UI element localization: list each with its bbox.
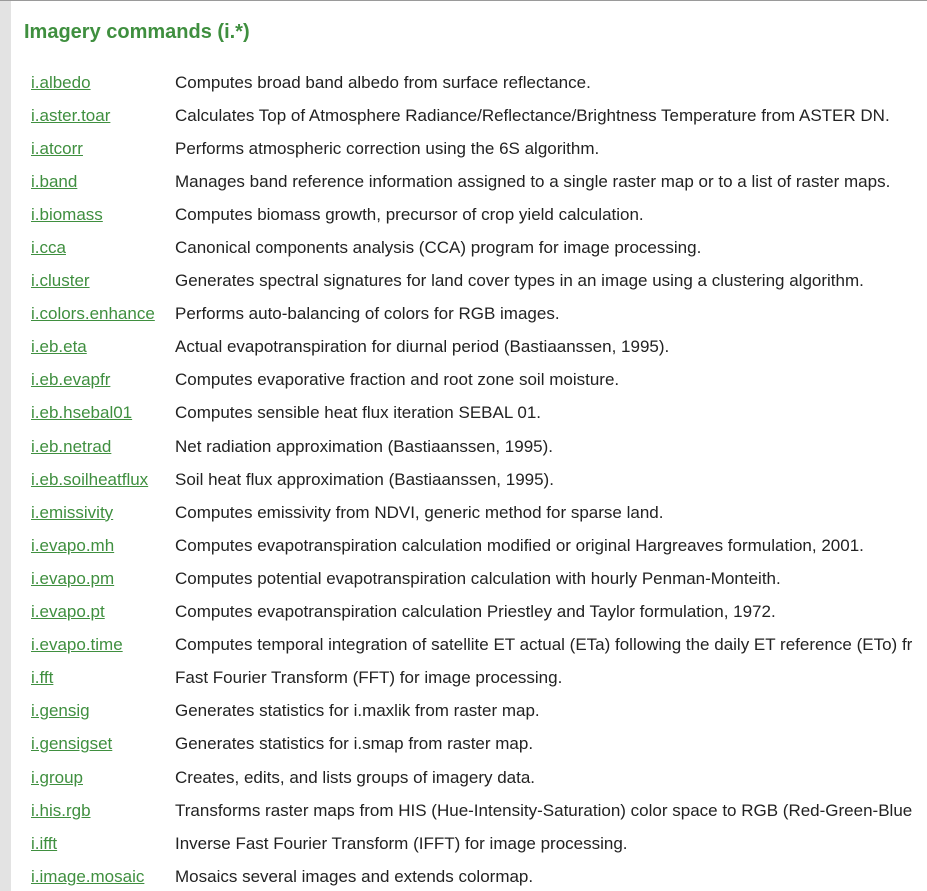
command-name-cell bbox=[28, 662, 172, 695]
command-row bbox=[28, 397, 912, 430]
command-link[interactable]: i.eb.soilheatflux bbox=[31, 469, 149, 489]
command-description: Computes evapotranspiration calculation Priestley and Taylor formulation, 1972. bbox=[175, 602, 776, 622]
command-name-cell bbox=[28, 463, 172, 496]
command-description: Computes biomass growth, precursor of crop yield calculation. bbox=[175, 204, 644, 224]
command-link[interactable]: i.his.rgb bbox=[31, 800, 91, 820]
command-link[interactable]: i.albedo bbox=[31, 72, 91, 92]
command-table bbox=[28, 66, 912, 891]
command-description: Creates, edits, and lists groups of imagery data. bbox=[175, 767, 536, 787]
command-name-cell bbox=[28, 827, 172, 860]
main-content bbox=[24, 1, 927, 891]
command-link[interactable]: i.band bbox=[31, 171, 78, 191]
command-row bbox=[28, 761, 912, 794]
command-description: Generates statistics for i.smap from raster map. bbox=[175, 734, 534, 754]
command-row bbox=[28, 860, 912, 891]
command-table-body bbox=[28, 66, 912, 891]
command-description: Generates statistics for i.maxlik from raster map. bbox=[175, 701, 540, 721]
command-name-cell bbox=[28, 728, 172, 761]
command-name-cell bbox=[28, 165, 172, 198]
command-description: Computes potential evapotranspiration calculation with hourly Penman-Monteith. bbox=[175, 568, 781, 588]
command-name-cell bbox=[28, 66, 172, 99]
command-row bbox=[28, 364, 912, 397]
command-link[interactable]: i.evapo.time bbox=[31, 635, 123, 655]
command-description: Mosaics several images and extends colormap. bbox=[175, 866, 534, 886]
command-description: Canonical components analysis (CCA) program for image processing. bbox=[175, 238, 702, 258]
command-name-cell bbox=[28, 364, 172, 397]
command-row bbox=[28, 827, 912, 860]
command-row bbox=[28, 132, 912, 165]
command-description: Manages band reference information assigned to a single raster map or to a list of raster maps. bbox=[175, 171, 891, 191]
command-row bbox=[28, 695, 912, 728]
command-name-cell bbox=[28, 298, 172, 331]
command-name-cell bbox=[28, 231, 172, 264]
command-description: Computes evapotranspiration calculation modified or original Hargreaves formulation, 2001. bbox=[175, 535, 864, 555]
command-row bbox=[28, 496, 912, 529]
command-row bbox=[28, 231, 912, 264]
command-row bbox=[28, 99, 912, 132]
command-link[interactable]: i.eb.netrad bbox=[31, 436, 112, 456]
command-description: Net radiation approximation (Bastiaanssen, 1995). bbox=[175, 436, 553, 456]
command-link[interactable]: i.gensigset bbox=[31, 734, 113, 754]
command-row bbox=[28, 430, 912, 463]
command-name-cell bbox=[28, 496, 172, 529]
command-link[interactable]: i.emissivity bbox=[31, 502, 114, 522]
command-row bbox=[28, 529, 912, 562]
command-description: Inverse Fast Fourier Transform (IFFT) for image processing. bbox=[175, 833, 628, 853]
command-link[interactable]: i.group bbox=[31, 767, 83, 787]
command-link[interactable]: i.biomass bbox=[31, 204, 103, 224]
command-row bbox=[28, 562, 912, 595]
command-row bbox=[28, 794, 912, 827]
command-description: Computes temporal integration of satellite ET actual (ETa) following the daily ET reference (ETo) fr bbox=[175, 635, 913, 655]
command-row bbox=[28, 66, 912, 99]
command-description: Fast Fourier Transform (FFT) for image processing. bbox=[175, 668, 563, 688]
command-link[interactable]: i.cluster bbox=[31, 271, 90, 291]
command-link[interactable]: i.atcorr bbox=[31, 138, 83, 158]
command-row bbox=[28, 728, 912, 761]
command-link[interactable]: i.eb.hsebal01 bbox=[31, 403, 133, 423]
command-row bbox=[28, 629, 912, 662]
command-name-cell bbox=[28, 860, 172, 891]
command-name-cell bbox=[28, 761, 172, 794]
command-link[interactable]: i.eb.eta bbox=[31, 337, 87, 357]
command-description: Transforms raster maps from HIS (Hue-Intensity-Saturation) color space to RGB (Red-Green-Blue bbox=[175, 800, 913, 820]
command-description: Computes emissivity from NDVI, generic method for sparse land. bbox=[175, 502, 664, 522]
command-row bbox=[28, 265, 912, 298]
command-link[interactable]: i.cca bbox=[31, 238, 66, 258]
command-row bbox=[28, 331, 912, 364]
command-name-cell bbox=[28, 132, 172, 165]
command-name-cell bbox=[28, 198, 172, 231]
command-name-cell bbox=[28, 529, 172, 562]
command-row bbox=[28, 298, 912, 331]
command-description: Computes sensible heat flux iteration SEBAL 01. bbox=[175, 403, 542, 423]
command-link[interactable]: i.eb.evapfr bbox=[31, 370, 111, 390]
command-description: Computes broad band albedo from surface reflectance. bbox=[175, 72, 591, 92]
command-name-cell bbox=[28, 331, 172, 364]
command-link[interactable]: i.fft bbox=[31, 668, 54, 688]
command-link[interactable]: i.colors.enhance bbox=[31, 304, 155, 324]
command-name-cell bbox=[28, 397, 172, 430]
command-description: Computes evaporative fraction and root zone soil moisture. bbox=[175, 370, 620, 390]
command-link[interactable]: i.aster.toar bbox=[31, 105, 111, 125]
command-link[interactable]: i.image.mosaic bbox=[31, 866, 145, 886]
command-link[interactable]: i.evapo.mh bbox=[31, 535, 115, 555]
command-description: Performs auto-balancing of colors for RGB images. bbox=[175, 304, 560, 324]
command-row bbox=[28, 662, 912, 695]
command-name-cell bbox=[28, 265, 172, 298]
command-link[interactable]: i.gensig bbox=[31, 701, 90, 721]
left-margin-bar bbox=[0, 1, 11, 891]
command-name-cell bbox=[28, 99, 172, 132]
section-title: Imagery commands (i.*) bbox=[24, 21, 250, 43]
command-description: Calculates Top of Atmosphere Radiance/Reflectance/Brightness Temperature from ASTER DN. bbox=[175, 105, 890, 125]
command-description: Actual evapotranspiration for diurnal period (Bastiaanssen, 1995). bbox=[175, 337, 670, 357]
command-name-cell bbox=[28, 596, 172, 629]
command-name-cell bbox=[28, 794, 172, 827]
command-row bbox=[28, 198, 912, 231]
command-description: Soil heat flux approximation (Bastiaanssen, 1995). bbox=[175, 469, 554, 489]
command-name-cell bbox=[28, 629, 172, 662]
command-row bbox=[28, 165, 912, 198]
command-description: Performs atmospheric correction using the 6S algorithm. bbox=[175, 138, 600, 158]
command-link[interactable]: i.evapo.pt bbox=[31, 602, 105, 622]
command-description: Generates spectral signatures for land cover types in an image using a clustering algorithm. bbox=[175, 271, 864, 291]
command-name-cell bbox=[28, 562, 172, 595]
command-row bbox=[28, 463, 912, 496]
command-row bbox=[28, 596, 912, 629]
command-link[interactable]: i.ifft bbox=[31, 833, 58, 853]
command-link[interactable]: i.evapo.pm bbox=[31, 568, 115, 588]
command-name-cell bbox=[28, 430, 172, 463]
command-name-cell bbox=[28, 695, 172, 728]
